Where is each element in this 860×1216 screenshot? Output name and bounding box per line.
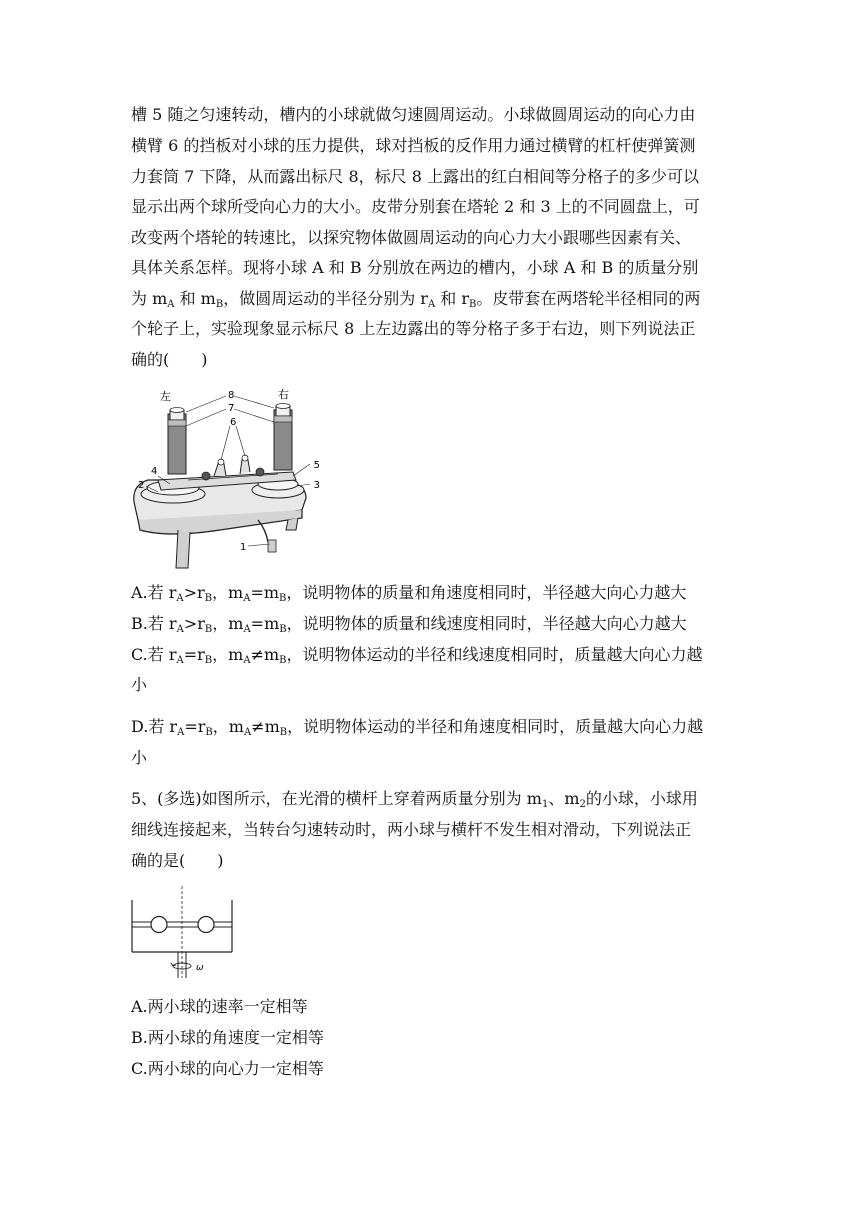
label-8: 8: [228, 390, 235, 401]
q5-option-c[interactable]: C.两小球的向心力一定相等: [131, 1059, 324, 1078]
label-4: 4: [151, 466, 158, 477]
label-7: 7: [228, 403, 235, 414]
label-5: 5: [313, 460, 320, 471]
label-3: 3: [313, 480, 320, 491]
paragraph-line: 横臂 6 的挡板对小球的压力提供，球对挡板的反作用力通过横臂的杠杆使弹簧测: [131, 136, 696, 155]
q5-option-a[interactable]: A.两小球的速率一定相等: [131, 997, 308, 1016]
option-c[interactable]: C.若 $r_A=r_B$，$m_A\ne m_B$，说明物体运动的半径和线速度相同时，质量越大向心力越: [131, 645, 703, 666]
paragraph-line: 为 $m_A$ 和 $m_B$，做圆周运动的半径分别为 $r_A$ 和 $r_B$。皮带套在两塔轮半径相同的两: [131, 289, 701, 310]
label-left: 左: [160, 390, 171, 403]
centripetal-apparatus-figure: [128, 380, 318, 572]
q5-option-b[interactable]: B.两小球的角速度一定相等: [131, 1028, 324, 1047]
paragraph-line: 槽 5 随之匀速转动，槽内的小球就做匀速圆周运动。小球做圆周运动的向心力由: [131, 105, 696, 124]
label-1: 1: [240, 542, 247, 553]
option-b[interactable]: B.若 $r_A>r_B$，$m_A=m_B$，说明物体的质量和线速度相同时，半径越大向心力越大: [131, 614, 687, 635]
option-c-wrap: 小: [131, 675, 148, 694]
label-6: 6: [230, 417, 237, 428]
option-a[interactable]: A.若 $r_A>r_B$，$m_A=m_B$，说明物体的质量和角速度相同时，半径越大向心力越大: [131, 583, 687, 604]
omega-label: ω: [196, 963, 204, 973]
label-right: 右: [278, 388, 289, 401]
paragraph-line: 确的是( ): [131, 851, 224, 870]
paragraph-line: 确的( ): [131, 350, 208, 369]
paragraph-line: 细线连接起来，当转台匀速转动时，两小球与横杆不发生相对滑动，下列说法正: [131, 820, 692, 839]
paragraph-line: 改变两个塔轮的转速比，以探究物体做圆周运动的向心力大小跟哪些因素有关、: [131, 228, 692, 247]
option-d-wrap: 小: [131, 748, 148, 767]
label-2: 2: [138, 480, 145, 491]
option-d[interactable]: D.若 $r_A=r_B$，$m_A\ne m_B$，说明物体运动的半径和角速度相同时，质量越大向心力越: [131, 717, 704, 738]
paragraph-line: 力套筒 7 下降，从而露出标尺 8，标尺 8 上露出的红白相间等分格子的多少可以: [131, 167, 699, 186]
paragraph-line: 具体关系怎样。现将小球 A 和 B 分别放在两边的槽内，小球 A 和 B 的质量分别: [131, 258, 699, 277]
question-5-stem: 5、(多选)如图所示，在光滑的横杆上穿着两质量分别为 $m_1$、$m_2$的小球，小球用: [131, 789, 698, 810]
turntable-figure: [128, 886, 238, 982]
paragraph-line: 个轮子上，实验现象显示标尺 8 上左边露出的等分格子多于右边，则下列说法正: [131, 319, 696, 338]
paragraph-line: 显示出两个球所受向心力的大小。皮带分别套在塔轮 2 和 3 上的不同圆盘上，可: [131, 197, 700, 216]
